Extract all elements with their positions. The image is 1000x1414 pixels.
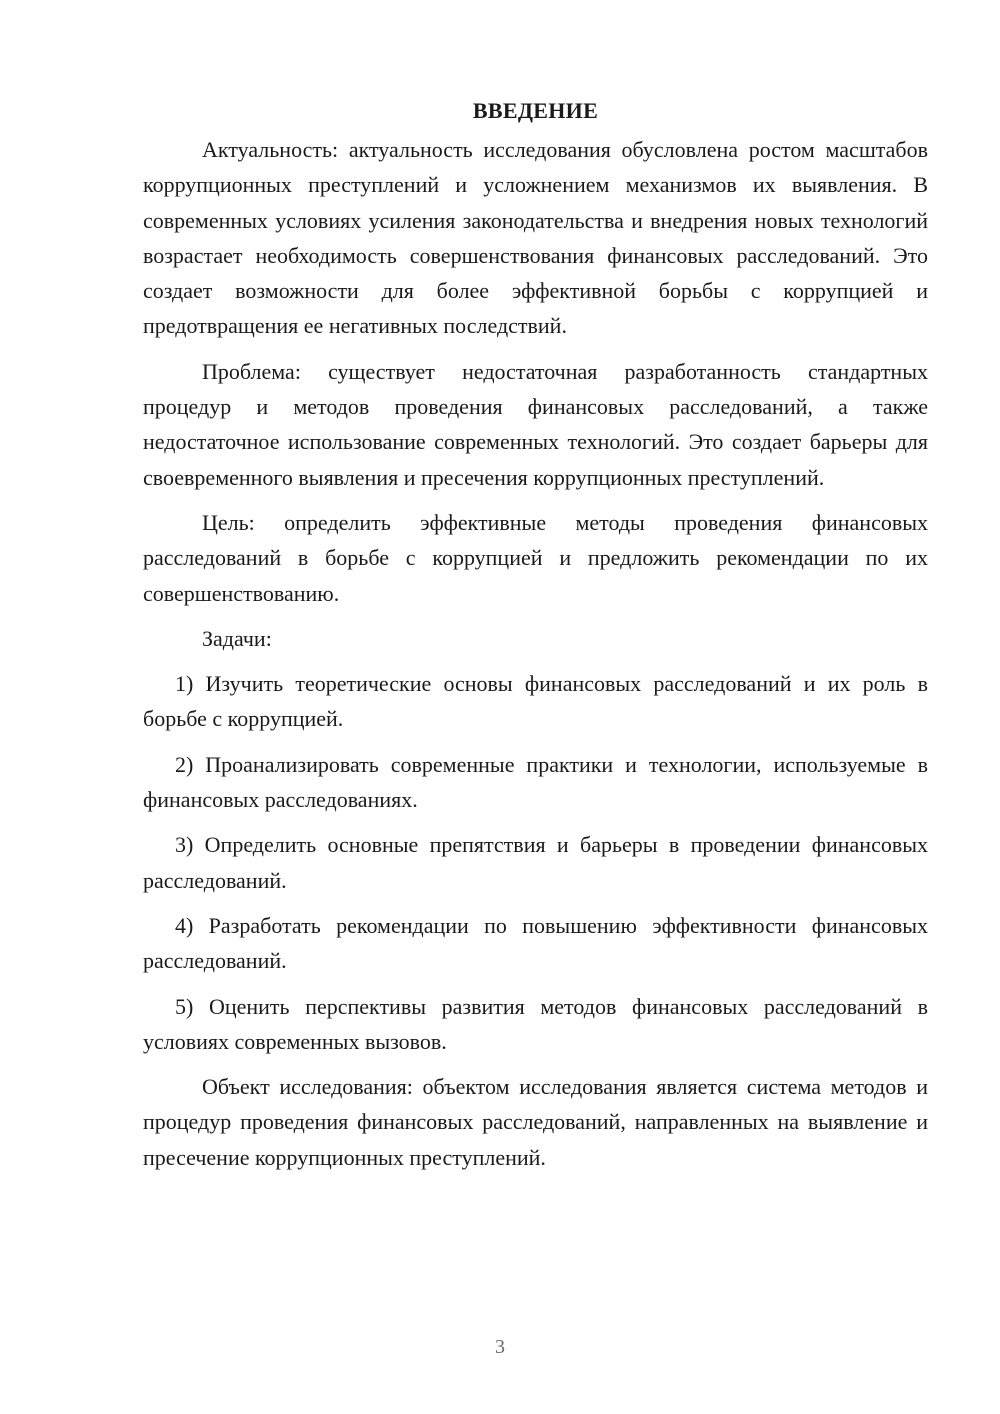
relevance-paragraph: Актуальность: актуальность исследования обусловлена ростом масштабов коррупционных преступлений и усложнением механизмов их выявления. В современных условиях усиления законодательства и внедрения новых технологий возрастает необходимость совершенствования финансовых расследований. Это создает возможности для более эффективной борьбы с коррупцией и предотвращения ее негативных последствий.: [143, 137, 928, 339]
task-item-1: 1) Изучить теоретические основы финансовых расследований и их роль в борьбе с коррупцией.: [143, 671, 928, 732]
section-heading: ВВЕДЕНИЕ: [472, 98, 599, 123]
document-body: [143, 96, 928, 1185]
task-item-2: 2) Проанализировать современные практики и технологии, используемые в финансовых расследованиях.: [143, 751, 928, 813]
goal-paragraph: Цель: определить эффективные методы проведения финансовых расследований в борьбе с коррупцией и предложить рекомендации по их совершенствованию.: [143, 509, 928, 606]
task-item-4: 4) Разработать рекомендации по повышению эффективности финансовых расследований.: [143, 912, 928, 974]
research-object-paragraph: Объект исследования: объектом исследования является система методов и процедур проведения финансовых расследований, направленных на выявление и пресечение коррупционных преступлений.: [143, 1074, 928, 1170]
tasks-heading: Задачи:: [202, 625, 272, 651]
page-number: 3: [495, 1336, 505, 1358]
problem-paragraph: Проблема: существует недостаточная разработанность стандартных процедур и методов проведения финансовых расследований, а также недостаточное использование современных технологий. Это создает барьеры для своевременного выявления и пресечения коррупционных преступлений.: [143, 358, 928, 490]
task-item-3: 3) Определить основные препятствия и барьеры в проведении финансовых расследований.: [143, 832, 928, 893]
task-item-5: 5) Оценить перспективы развития методов финансовых расследований в условиях современных вызовов.: [143, 993, 928, 1054]
